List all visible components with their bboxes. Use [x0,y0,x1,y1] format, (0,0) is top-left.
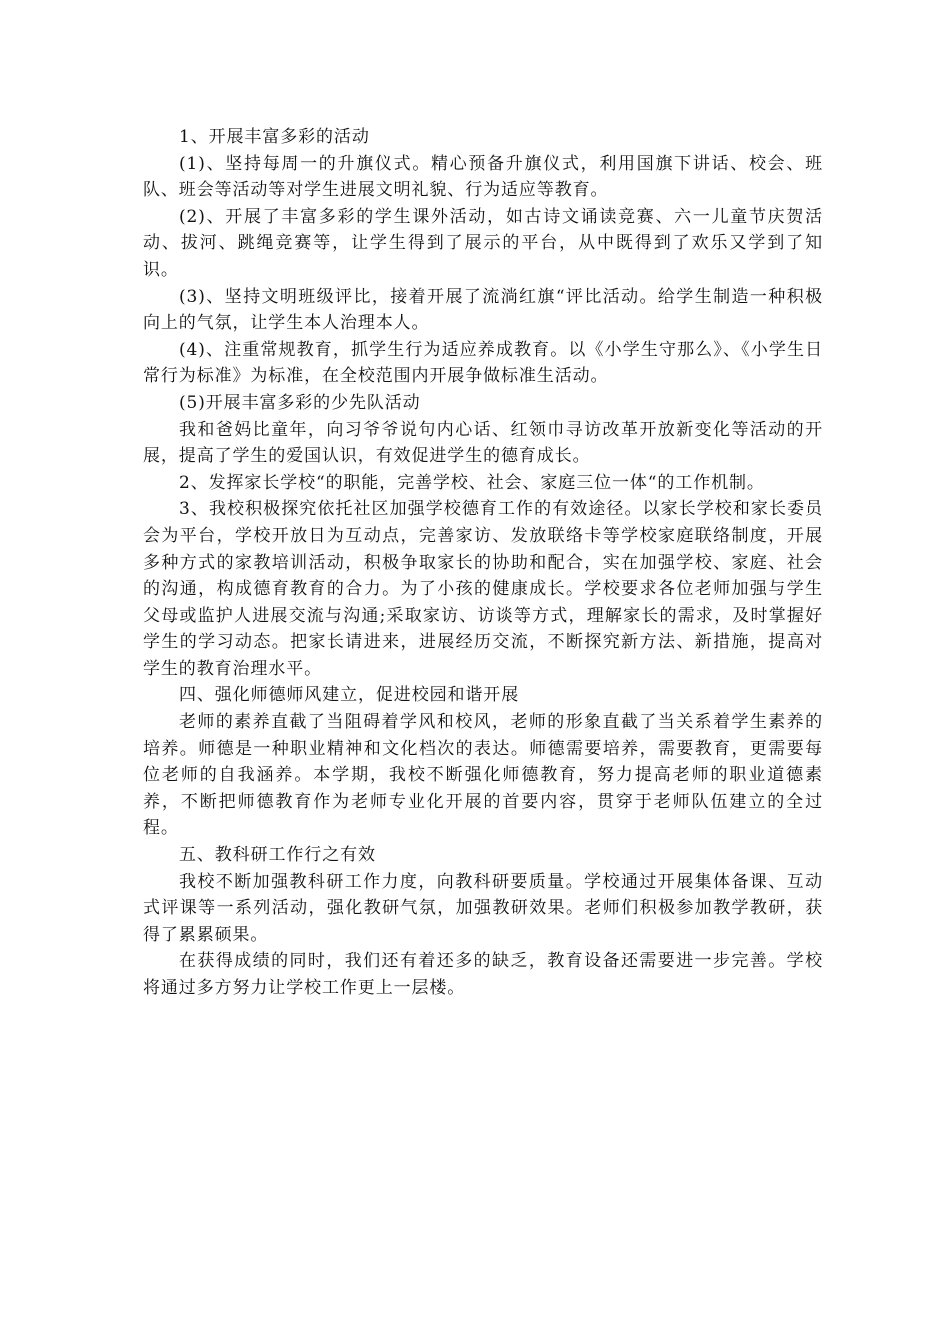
paragraph-community: 3、我校积极探究依托社区加强学校德育工作的有效途径。以家长学校和家长委员会为平台，学校开放日为互动点，完善家访、发放联络卡等学校家庭联络制度，开展多种方式的家教培训活动，积极争取家长的协助和配合，实在加强学校、家庭、社会的沟通，构成德育教育的合力。为了小孩的健康成长。学校要求各位老师加强与学生父母或监护人进展交流与沟通;采取家访、访谈等方式，理解家长的需求，及时掌握好学生的学习动态。把家长请进来，进展经历交流，不断探究新方法、新措施，提高对学生的教育治理水平。 [143,499,823,679]
section-heading-teacher-ethics: 四、强化师德师风建立，促进校园和谐开展 [179,685,520,706]
paragraph-pioneer-activities: 我和爸妈比童年，向习爷爷说句内心话、红领巾寻访改革开放新变化等活动的开展，提高了学生的爱国认识，有效促进学生的德育成长。 [143,419,823,467]
section-heading-research: 五、教科研工作行之有效 [179,845,376,866]
paragraph-flag-ceremony: (1)、坚持每周一的升旗仪式。精心预备升旗仪式，利用国旗下讲话、校会、班队、班会等活动等对学生进展文明礼貌、行为适应等教育。 [143,153,823,201]
section-heading-activities: 1、开展丰富多彩的活动 [179,127,370,147]
subheading-young-pioneers: (5)开展丰富多彩的少先队活动 [179,392,421,413]
paragraph-class-evaluation: (3)、坚持文明班级评比，接着开展了流淌红旗“评比活动。给学生制造一种积极向上的气氛，让学生本人治理本人。 [143,286,823,334]
paragraph-routine-education: (4)、注重常规教育，抓学生行为适应养成教育。以《小学生守那么》、《小学生日常行为标准》为标准，在全校范围内开展争做标准生活动。 [143,339,823,387]
paragraph-extracurricular: (2)、开展了丰富多彩的学生课外活动，如古诗文诵读竞赛、六一儿童节庆贺活动、拔河、跳绳竞赛等，让学生得到了展示的平台，从中既得到了欢乐又学到了知识。 [143,206,823,280]
document-body [143,124,823,1002]
paragraph-teacher-ethics: 老师的素养直截了当阻碍着学风和校风，老师的形象直截了当关系着学生素养的培养。师德是一种职业精神和文化档次的表达。师德需要培养，需要教育，更需要每位老师的自我涵养。本学期，我校不断强化师德教育，努力提高老师的职业道德素养，不断把师德教育作为老师专业化开展的首要内容，贯穿于老师队伍建立的全过程。 [143,712,823,839]
paragraph-conclusion: 在获得成绩的同时，我们还有着还多的缺乏，教育设备还需要进一步完善。学校将通过多方努力让学校工作更上一层楼。 [143,951,823,998]
paragraph-parent-school: 2、发挥家长学校“的职能，完善学校、社会、家庭三位一体“的工作机制。 [179,472,765,493]
paragraph-research: 我校不断加强教科研工作力度，向教科研要质量。学校通过开展集体备课、互动式评课等一系列活动，强化教研气氛，加强教研效果。老师们积极参加教学教研，获得了累累硕果。 [143,871,823,945]
